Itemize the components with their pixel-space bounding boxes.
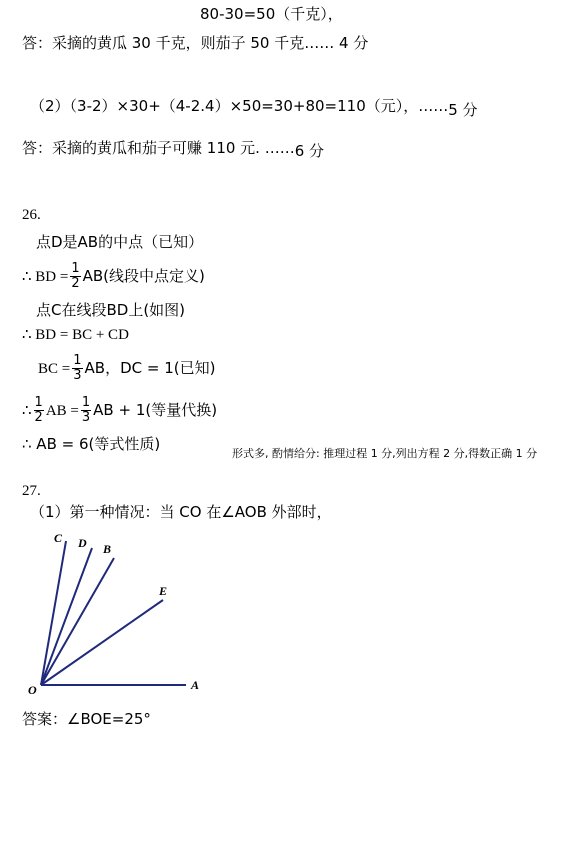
q26-line-5-lhs: BC = [38, 361, 71, 377]
label-e: E [159, 584, 168, 598]
q26-line-2-rhs: AB(线段中点定义) [82, 267, 205, 285]
q26-grading-note: 形式多, 酌情给分: 推理过程 1 分,列出方程 2 分,得数正确 1 分 [232, 447, 538, 460]
q26-fraction-half-2: $\frac{1}{2}$ [34, 395, 43, 425]
q26-line-6: ∴ $\frac{1}{2}$ AB = $\frac{1}{3}$ AB + 1(等量代换) [22, 395, 218, 425]
q26-line-1: 点D是AB的中点（已知） [36, 233, 204, 251]
q25-answer-1-score: … 4 分 [319, 34, 369, 52]
q25-part2-score: 5 分 [448, 101, 478, 119]
ray-oe [41, 600, 163, 685]
label-c: C [54, 531, 63, 545]
q25-answer-2-score: 6 分 [294, 142, 325, 160]
label-o: O [28, 683, 37, 697]
q25-calc-line: 80-30=50（千克）， [200, 5, 343, 23]
label-b: B [103, 542, 112, 556]
q27-number: 27. [22, 483, 41, 499]
label-a: A [191, 678, 200, 692]
q26-fraction-half: $\frac{1}{2}$ [71, 261, 80, 291]
q26-fraction-third-2: $\frac{1}{3}$ [81, 395, 91, 425]
q25-answer-2-text: 答：采摘的黄瓜和茄子可赚 110 元. …… [22, 139, 295, 157]
q26-fraction-third: $\frac{1}{3}$ [73, 353, 82, 383]
q26-line-5-rhs: AB，DC = 1(已知) [84, 359, 216, 377]
q26-line-4: ∴ BD = BC + CD [22, 327, 129, 343]
q25-part2-expression: （2）（3-2）×30+（4-2.4）×50=30+80=110（元），…… [30, 97, 449, 115]
label-d: D [78, 536, 87, 550]
q27-case-1: （1）第一种情况：当 CO 在∠AOB 外部时， [30, 503, 332, 521]
q26-line-2-lhs: ∴ BD = [22, 269, 69, 285]
q26-line-3: 点C在线段BD上(如图) [36, 301, 186, 319]
q25-answer-1-text: 答：采摘的黄瓜 30 千克，则茄子 50 千克… [22, 34, 320, 52]
q26-line-7: ∴ AB = 6(等式性质) [22, 435, 161, 453]
q27-answer: 答案：∠BOE=25° [22, 710, 151, 728]
q26-number: 26. [22, 207, 41, 223]
ray-od [41, 548, 92, 685]
